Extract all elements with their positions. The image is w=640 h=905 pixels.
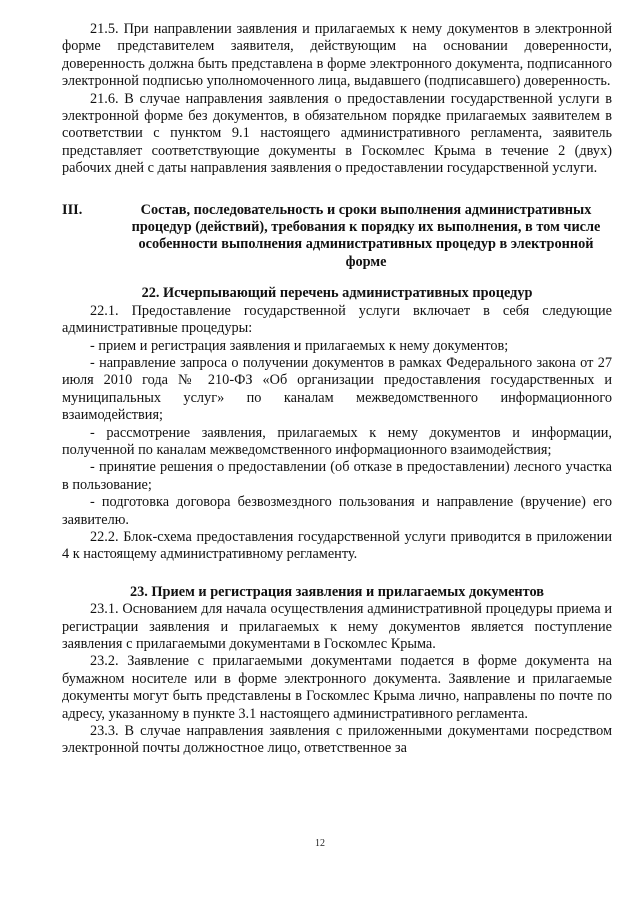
list-item: - направление запроса о получении документов в рамках Федерального закона от 27 июля 2010 года № 210-ФЗ «Об организации предоставления государственных и муниципальных услуг» по каналам межведомственного информационного взаимодействия;: [62, 354, 612, 424]
paragraph-22-1: 22.1. Предоставление государственной услуги включает в себя следующие административные процедуры:: [62, 302, 612, 337]
list-item: - рассмотрение заявления, прилагаемых к нему документов и информации, полученной по каналам межведомственного информационного взаимодействия;: [62, 424, 612, 458]
document-page: [62, 21, 612, 758]
subsection-22-title: 22. Исчерпывающий перечень административных процедур: [141, 285, 533, 302]
list-item: - принятие решения о предоставлении (об отказе в предоставлении) лесного участка в пользование;: [62, 459, 612, 493]
section-heading: [62, 202, 612, 272]
paragraph-23-3: 23.3. В случае направления заявления с приложенными документами посредством электронной почты должностное лицо, ответственное за: [62, 723, 612, 757]
list-item: - прием и регистрация заявления и прилагаемых к нему документов;: [90, 337, 509, 354]
paragraph-23-1: 23.1. Основанием для начала осуществления административной процедуры приема и регистрации заявления и прилагаемых к нему документов является поступление заявления с прилагаемыми документами в Госкомлес Крыма.: [62, 601, 612, 652]
paragraph-21-6: 21.6. В случае направления заявления о предоставлении государственной услуги в электронной форме без документов, в обязательном порядке прилагаемых заявителем в соответствии с пунктом 9.1 настоящего административного регламента, заявитель представляет соответствующие документы в Госкомлес Крыма в течение 2 (двух) рабочих дней с даты направления заявления о предоставлении государственной услуги.: [62, 90, 612, 177]
subsection-23-title: 23. Прием и регистрация заявления и прилагаемых документов: [129, 583, 545, 600]
paragraph-21-5: 21.5. При направлении заявления и прилагаемых к нему документов в электронной форме представителем заявителя, действующим на основании доверенности, доверенность должна быть представлена в форме электронного документа, подписанного электронной подписью уполномоченного лица, выдавшего (подписавшего) доверенность.: [62, 21, 612, 90]
paragraph-22-2: 22.2. Блок-схема предоставления государственной услуги приводится в приложении 4 к настоящему административному регламенту.: [62, 528, 612, 563]
list-item: - подготовка договора безвозмездного пользования и направление (вручение) его заявителю.: [62, 494, 612, 528]
page-number: 12: [315, 838, 325, 849]
paragraph-23-2: 23.2. Заявление с прилагаемыми документами подается в форме документа на бумажном носителе или в форме электронного документа. Заявление и прилагаемые документы могут быть представлены в Госкомлес Крыма лично, направлены по почте по адресу, указанному в пункте 3.1 настоящего административного регламента.: [62, 653, 612, 722]
section-number: III.: [62, 201, 83, 218]
section-title: Состав, последовательность и сроки выполнения административных процедур (действий), требования к порядку их выполнения, в том числе особенности выполнения административных процедур в электронной форме: [131, 201, 601, 270]
